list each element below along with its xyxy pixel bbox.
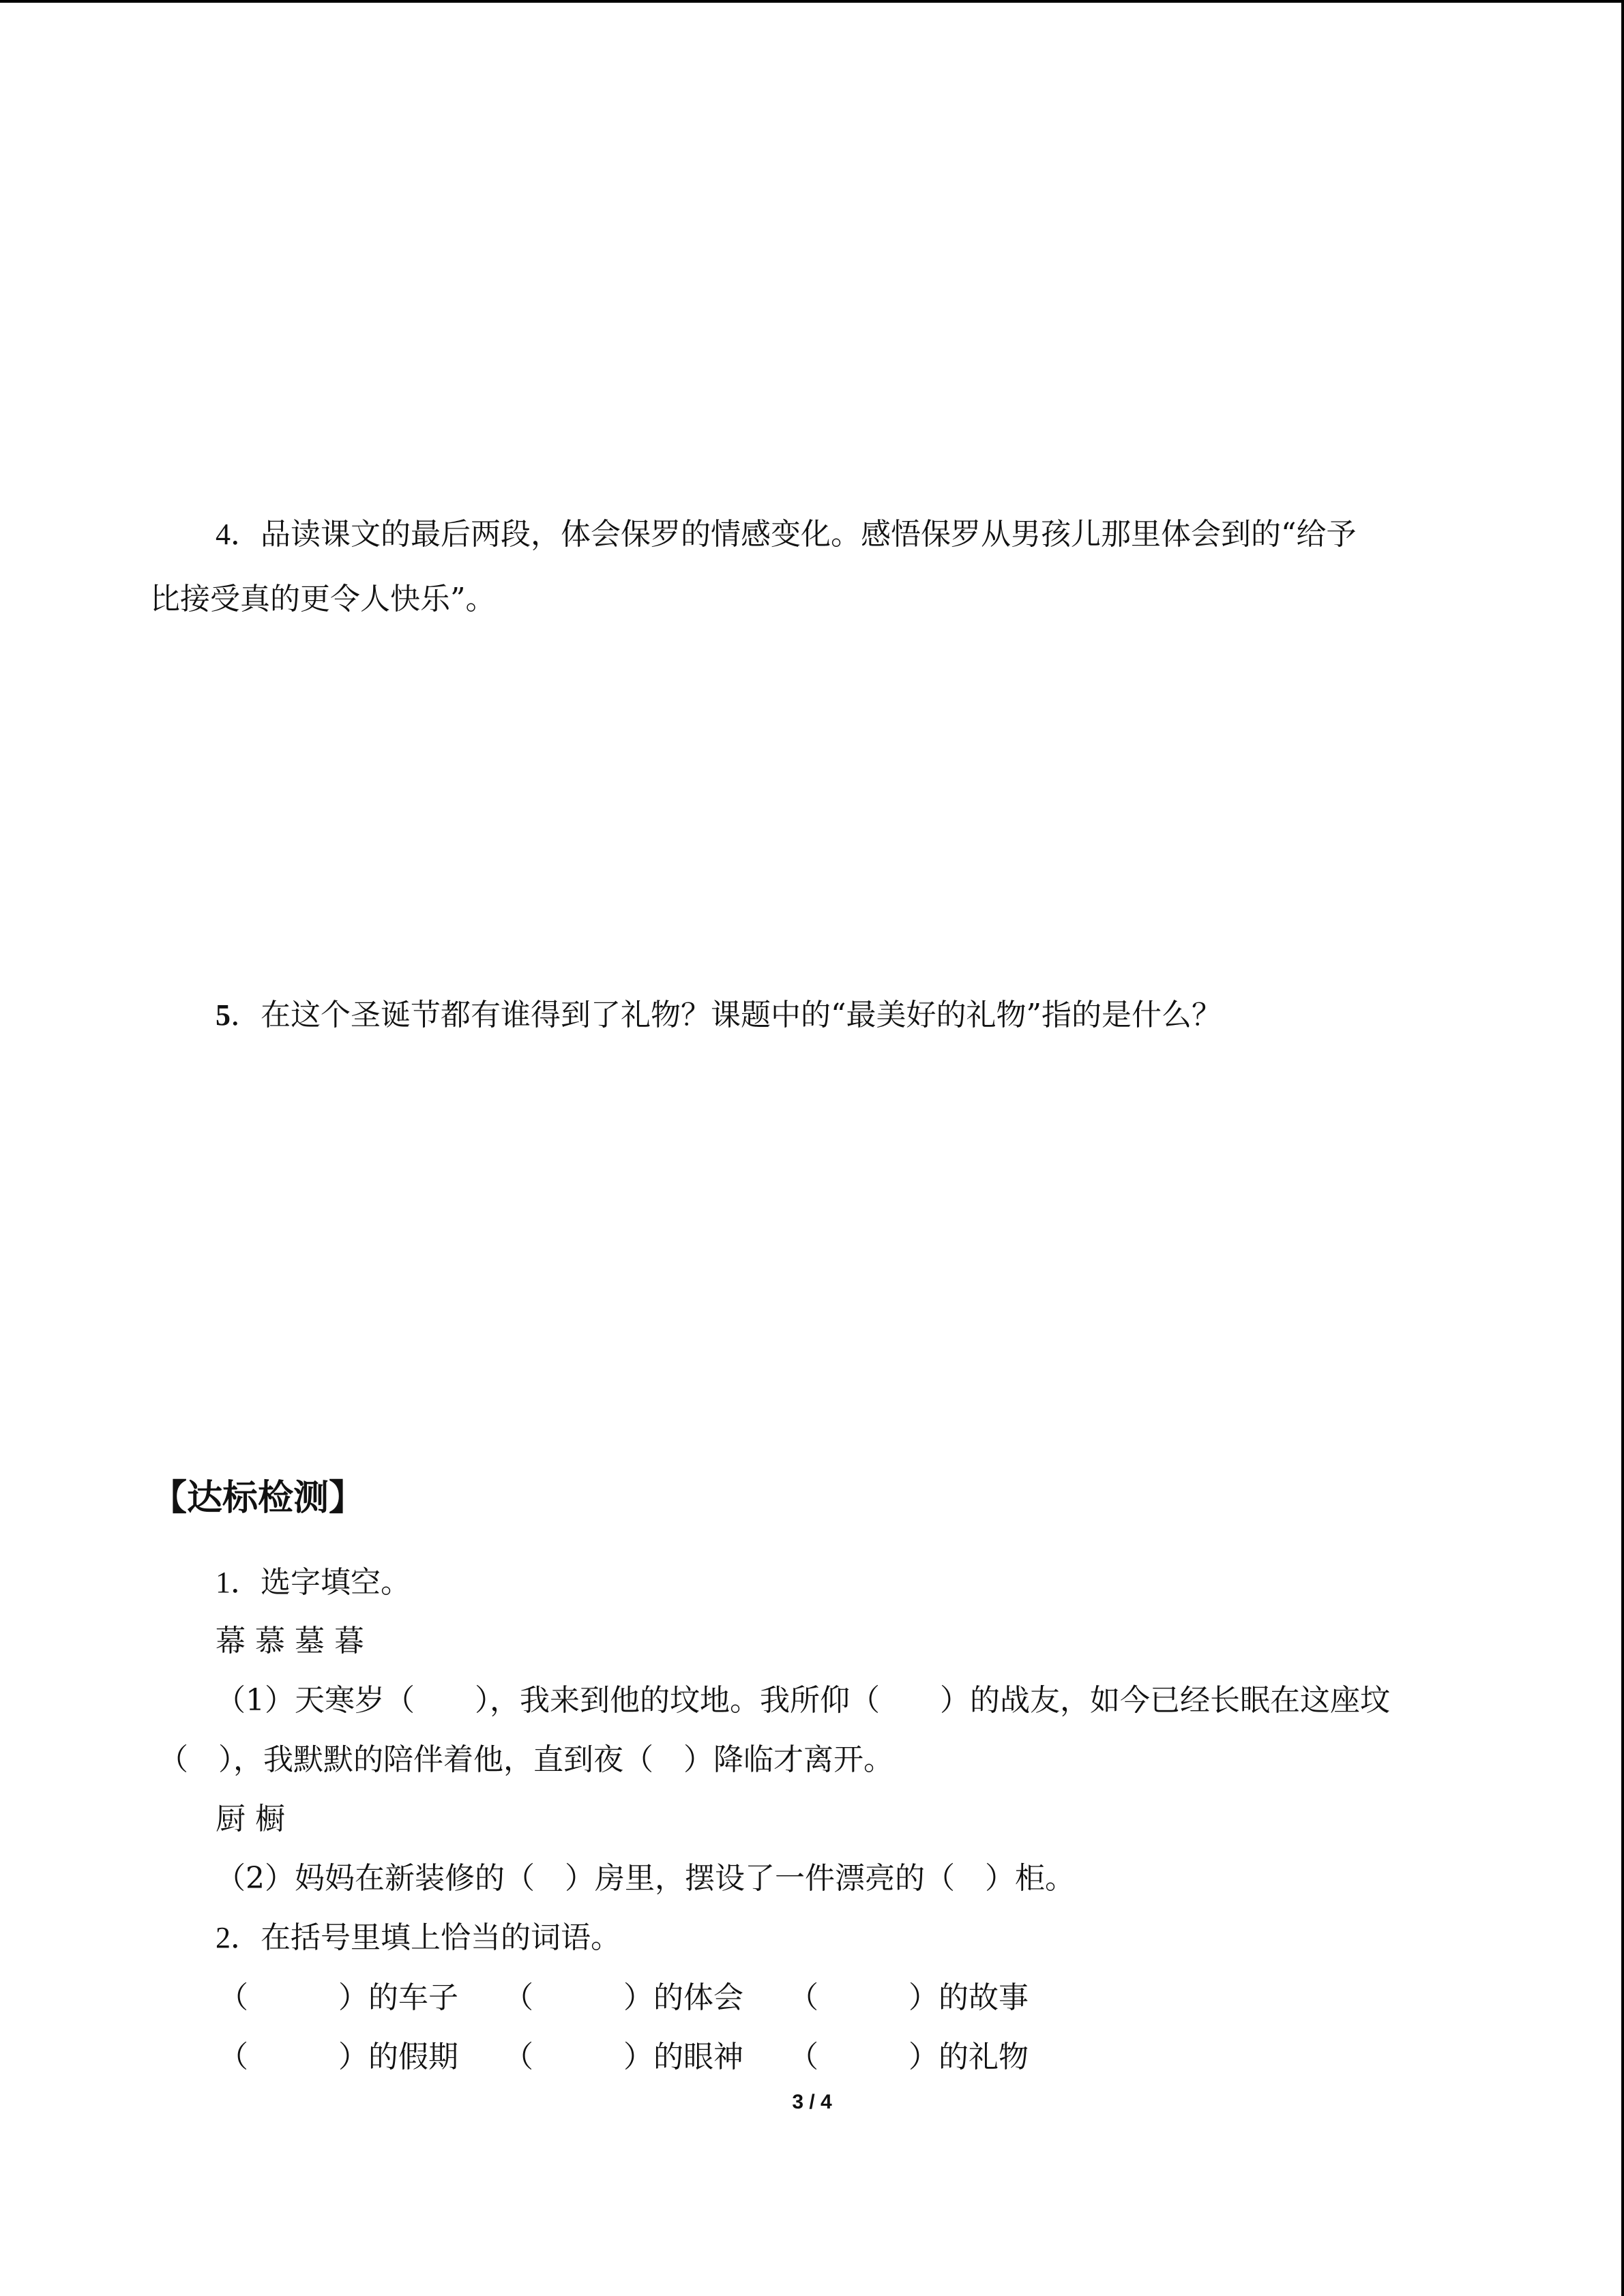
- item-1-label: 1．选字填空。: [216, 1565, 411, 1600]
- item-1-number: 1: [216, 1566, 231, 1599]
- question-5: [216, 995, 1222, 1036]
- question-4-number: 4: [216, 518, 231, 551]
- sentence-1-line-1: （1）天寒岁（ ），我来到他的坟地。我所仰（ ）的战友，如今已经长眠在这座坟: [216, 1683, 1390, 1718]
- item-2-number: 2: [216, 1921, 231, 1954]
- character-options-b: 厨 橱: [216, 1802, 285, 1836]
- top-border: [0, 0, 1624, 3]
- right-border: [1621, 0, 1624, 2296]
- question-4-text: ．品读课文的最后两段，体会保罗的情感变化。感悟保罗从男孩儿那里体会到的“给予: [231, 517, 1357, 552]
- sentence-2: （2）妈妈在新装修的（ ）房里，摆设了一件漂亮的（ ）柜。: [216, 1861, 1075, 1896]
- item-2-label: 2．在括号里填上恰当的词语。: [216, 1920, 621, 1955]
- fill-row-2: （ ）的假期 （ ）的眼神 （ ）的礼物: [218, 2040, 1029, 2074]
- sentence-1-line-2: （ ），我默默的陪伴着他，直到夜（ ）降临才离开。: [158, 1742, 894, 1777]
- question-5-number: 5: [216, 998, 231, 1032]
- section-title: 【达标检测】: [151, 1478, 365, 1519]
- page-indicator: 3 / 4: [792, 2091, 832, 2113]
- character-options-a: 幕 慕 墓 暮: [216, 1624, 364, 1658]
- question-5-text: ．在这个圣诞节都有谁得到了礼物？课题中的“最美好的礼物”指的是什么？: [231, 998, 1222, 1032]
- question-4-line-1: [216, 514, 1357, 555]
- question-4-line-2: 比接受真的更令人快乐”。: [150, 582, 496, 616]
- fill-row-1: （ ）的车子 （ ）的体会 （ ）的故事: [218, 1980, 1029, 2015]
